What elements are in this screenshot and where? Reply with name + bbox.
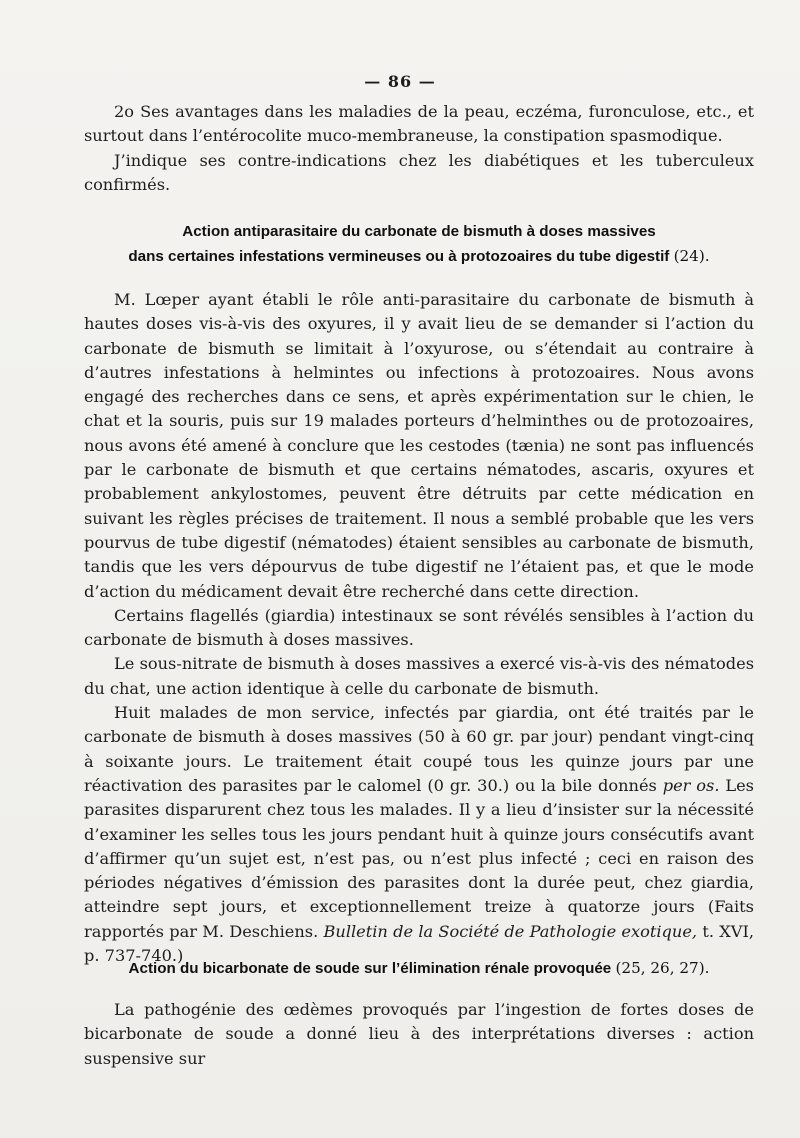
section-2-heading-ref: (25, 26, 27). [615,959,710,977]
section-1-paragraph-4-part-b: Les parasites disparurent chez tous les malades. Il y a lieu d’insister sur la nécessité d’examiner les selles tous les jours pendant huit à quinze jours consécutifs avant d’affirmer qu’un sujet est, n’est pas, ou n’est plus infecté ; ceci en raison des périodes négatives d’émission des parasites dont la durée peut, chez giardia, atteindre sept jours, et exceptionnellement treize à quatorze jours (Faits rapportés par M. Deschiens. [84,775,754,941]
section-1-paragraph-4-italic-2: Bulletin de la Société de Pathologie exotique, [323,921,698,941]
page-number: — 86 — [364,72,436,91]
section-1-paragraph-4 [84,701,754,968]
section-1-paragraph-2: Certains flagellés (giardia) intestinaux se sont révélés sensibles à l’action du carbonate de bismuth à doses massives. [84,605,754,650]
section-1-paragraph-4-italic-1: per os. [662,775,720,795]
section-1-heading-ref: (24). [673,247,710,265]
intro-block [84,100,754,197]
section-1-body [84,288,754,968]
section-2-heading [84,956,754,981]
section-1-paragraph-1: M. Lœper ayant établi le rôle anti-parasitaire du carbonate de bismuth à hautes doses vis-à-vis des oxyures, il y avait lieu de se demander si l’action du carbonate de bismuth se limitait à l’oxyurose, ou s’étendait au contraire à d’autres infestations à helmintes ou infections à protozoaires. Nous avons engagé des recherches dans ce sens, et après expérimentation sur le chien, le chat et la souris, puis sur 19 malades porteurs d’helminthes ou de protozoaires, nous avons été amené à conclure que les cestodes (tænia) ne sont pas influencés par le carbonate de bismuth et que certains nématodes, ascaris, oxyures et probablement ankylostomes, peuvent être détruits par cette médication en suivant les règles précises de traitement. Il nous a semblé probable que les vers pourvus de tube digestif (nématodes) étaient sensibles au carbonate de bismuth, tandis que les vers dépourvus de tube digestif ne l’étaient pas, et que le mode d’action du médicament devait être recherché dans cette direction. [84,290,754,601]
section-2-body [84,998,754,1071]
section-2-heading-line [84,956,754,981]
section-1-heading-line-1: Action antiparasitaire du carbonate de bismuth à doses massives [182,223,656,240]
section-1-heading [84,220,754,269]
section-1-paragraph-4-part-c: t. XVI, p. 737-740.) [84,921,754,966]
intro-paragraph-1: 2o Ses avantages dans les maladies de la peau, eczéma, furonculose, etc., et surtout dans l’entérocolite muco-membraneuse, la constipation spasmodique. [84,102,754,146]
section-2-heading-text: Action du bicarbonate de soude sur l’élimination rénale provoquée [128,960,612,977]
section-2-paragraph-1: La pathogénie des œdèmes provoqués par l’ingestion de fortes doses de bicarbonate de soude a donné lieu à des interprétations diverses : action suspensive sur [84,1000,754,1068]
section-1-heading-text: dans certaines infestations vermineuses ou à protozoaires du tube digestif [128,248,670,265]
section-1-paragraph-3: Le sous-nitrate de bismuth à doses massives a exercé vis-à-vis des nématodes du chat, une action identique à celle du carbonate de bismuth. [84,654,754,698]
section-1-heading-line-2 [84,244,754,269]
intro-paragraph-2: J’indique ses contre-indications chez les diabétiques et les tuberculeux confirmés. [84,150,754,194]
section-1-paragraph-4-part-a: Huit malades de mon service, infectés par giardia, ont été traités par le carbonate de bismuth à doses massives (50 à 60 gr. par jour) pendant vingt-cinq à soixante jours. Le traitement était coupé tous les quinze jours par une réactivation des parasites par le calomel (0 gr. 30.) ou la bile donnés [84,703,754,795]
